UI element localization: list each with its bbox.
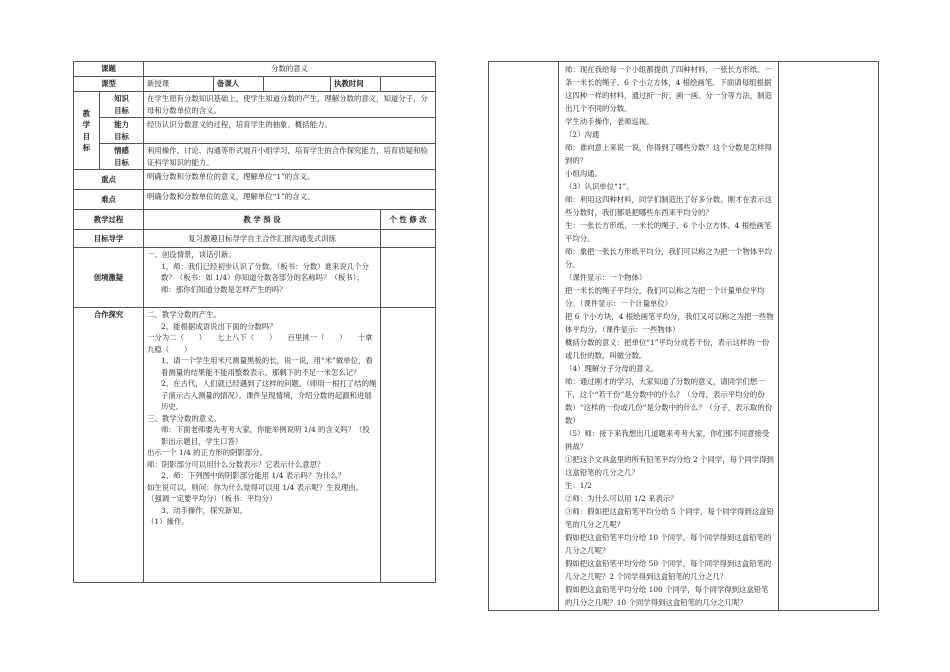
- lesson-plan-table-left: [73, 61, 436, 583]
- guide-text: 复习激趣目标导学自主合作汇报沟通变式训练: [144, 230, 381, 248]
- explore-line: 2、在古代，人们就已经遇到了这样的问题。（师用一根打了结的绳子演示古人测量的情况）。课件呈现情境，介绍分数的起源和进展历史。: [161, 379, 377, 411]
- right-content: [559, 62, 779, 611]
- explore-line: 如生说可以，则问：你为什么觉得可以用 1/4 表示呢？生说理由。: [147, 482, 364, 492]
- explore-line: 2、能根据成语说出下面的分数吗？: [161, 321, 277, 331]
- right-line: ②师：为什么可以用 1/2 来表示？: [565, 494, 678, 503]
- emotion-goal-label-line: 情感: [114, 146, 129, 155]
- goals-char: 标: [82, 143, 91, 152]
- explore-line: 出示一个 1/4 的正方形的阴影部分。: [147, 448, 268, 457]
- lesson-plan-table-right: [488, 61, 879, 611]
- topic-label: 课题: [74, 62, 144, 77]
- right-line: 师：象把一张长方形纸平均分，我们可以称之为把一个物体平均分。: [565, 247, 772, 269]
- right-line: 师：现在我给每一个小组都提供了四种材料，一张长方形纸、一条一米长的绳子、6 个小立方体，4 根绘画笔。下面请每组根据这四种一样的材料，通过折一折、画一画、分一分等方法，制造出几个不同的分数。: [565, 65, 772, 113]
- right-line: （3）认识单位“1”。: [565, 182, 634, 191]
- knowledge-goal-label-line: 目标: [114, 105, 129, 115]
- teaching-time-label: 执教时间: [331, 77, 381, 92]
- process-label: 教学过程: [74, 210, 144, 230]
- explore-line: （1）操作。: [147, 517, 189, 526]
- explore-line: 二、教学分数的产生。: [147, 310, 221, 319]
- right-line: 师：利用这四种材料，同学们制造出了好多分数。刚才在表示这些分数时，我们都是把哪些东西来平均分的？: [565, 195, 772, 217]
- emotion-goal-label-line: 目标: [114, 157, 129, 167]
- right-line: 师：谁向意上来说一说，你得到了哪些分数？这个分数是怎样得到的？: [565, 143, 772, 165]
- difficulty-label: 难点: [74, 190, 144, 210]
- guide-label: 目标导学: [74, 230, 144, 248]
- explore-line: 2、师：下列图中的阴影部分能用 1/4 表示吗？为什么？: [161, 471, 345, 480]
- lesson-type-label: 课型: [74, 77, 144, 92]
- right-line: 生：一张长方形纸、一米长的绳子、6 个小立方体、4 根绘画笔平均分。: [565, 221, 772, 243]
- difficulty-text: 明确分数和分数单位的意义，理解单位“1”的含义。: [144, 190, 436, 210]
- teaching-time-value: [381, 77, 436, 92]
- explore-line: 3、动手操作，探究新知。: [161, 505, 248, 515]
- explore-label: 合作探究: [74, 308, 144, 583]
- goals-char: 学: [82, 120, 91, 129]
- ability-goal-text: 经历认识分数意义的过程，培育学生的抽象、概括能力。: [144, 118, 436, 144]
- scenario-content: [144, 248, 381, 308]
- ability-goal-label-line: 目标: [114, 131, 129, 141]
- knowledge-goal-text: 在学生原有分数知识基础上，使学生知道分数的产生，理解分数的意义，知道分子，分母和分数单位的含义。: [144, 92, 436, 118]
- knowledge-goal-label: [100, 92, 144, 118]
- scenario-line: 1、师：我们已经初步认识了分数。（板书：分数）谁来说几个分数？（板书：如 1/4）你知道分数各部分的名称吗？（板书）；师：那你们知道分数是怎样产生的吗？: [161, 261, 369, 294]
- knowledge-goal-label-line: 知识: [114, 94, 129, 103]
- right-line: ①把这个文具盒里的所有铅笔平均分给 2 个同学，每个同学得到这盒铅笔的几分之几？: [565, 455, 774, 477]
- scenario-personal-cell: [381, 248, 436, 308]
- explore-line: 师：阴影部分可以用什么分数表示？它表示什么意思？: [147, 459, 325, 469]
- right-line: 把一米长的绳子平均分，我们可以称之为把一个计量单位平均分。（课件显示：一个计量单位）: [565, 286, 765, 308]
- scenario-label: 创境激疑: [74, 248, 144, 308]
- right-personal-cell: [779, 62, 879, 611]
- explore-line: 一分为二（ ） 七上八下（ ） 百里挑一（ ） 十拿九稳（ ）: [147, 333, 373, 354]
- right-line: ③师：假如把这盒铅笔平均分给 5 个同学，每个同学得到这盒铅笔的几分之几呢？: [565, 507, 774, 529]
- key-point-label: 重点: [74, 170, 144, 190]
- right-label-column: [489, 62, 559, 611]
- right-line: （4）理解分子分母的意义。: [565, 364, 659, 373]
- goals-group-label: [74, 92, 100, 170]
- right-line: 师：通过刚才的学习，大家知道了分数的意义，请同学们想一下，这个“若干份”是分数中的什么？（分母，表示平均分的份数）“这样的一份或几份”是分数中的什么？（分子，表示取的份数）: [565, 377, 773, 425]
- explore-line: （强调一定要平均分）（板书：平均分）: [147, 494, 277, 503]
- explore-line: 1、请一个学生用米尺测量黑板的长，说一说，用“米”做单位，看看测量的结果能不能用整数表示。那剩下的不足一米怎么记？: [161, 356, 373, 377]
- teaching-plan-heading: 教 学 预 设: [144, 210, 381, 230]
- emotion-goal-text: 利用操作、讨论、沟通等形式展开小组学习，培育学生的合作探究能力，培育质疑和验证科学知识的能力。: [144, 144, 436, 170]
- key-point-text: 明确分数和分数单位的意义，理解单位“1”的含义。: [144, 170, 436, 190]
- right-line: 概括分数的意义：把单位“1”平均分成若干份，表示这样的一份或几份的数，叫做分数。: [565, 338, 770, 360]
- preparer-label: 备课人: [214, 77, 264, 92]
- right-line: 把 6 个小方块，4 根绘画笔平均分，我们又可以称之为把一些物体平均分。（课件显示：一些物体）: [565, 312, 774, 334]
- right-line: （课件显示：一个物体）: [565, 273, 647, 282]
- goals-char: 教: [82, 108, 91, 118]
- explore-line: 三、教学分数的意义。: [147, 413, 221, 423]
- guide-personal-cell: [381, 230, 436, 248]
- goals-char: 目: [82, 131, 91, 141]
- scenario-line: 一、创设情景，谈话引新。: [147, 250, 236, 259]
- right-line: 假如把这盒铅笔平均分给 10 个同学，每个同学得到这盒铅笔的几分之几呢？: [565, 533, 772, 555]
- lesson-type-value: 新授课: [144, 77, 214, 92]
- ability-goal-label: [100, 118, 144, 144]
- right-line: （5）师：接下来我想出几道题来考考大家，你们那不同意接受挑战？: [565, 429, 770, 451]
- right-line: 学生动手操作，老师巡视。: [565, 117, 654, 126]
- topic-value: 分数的意义: [144, 62, 436, 77]
- right-line: 小组沟通。: [565, 169, 602, 178]
- explore-personal-cell: [381, 308, 436, 583]
- explore-content: [144, 308, 381, 583]
- preparer-value: [264, 77, 331, 92]
- ability-goal-label-line: 能力: [114, 120, 129, 129]
- right-line: 假如把这盒铅笔平均分给 50 个同学，每个同学得到这盒铅笔的几分之几呢？2 个同学得到这盒铅笔的几分之几？: [565, 559, 772, 581]
- right-line: 生：1/2: [565, 481, 592, 490]
- right-line: （2）沟通: [565, 130, 600, 139]
- explore-line: 师：下面老师要先考考大家，你能举例说明 1/4 的含义吗？（投影出示题目，学生口答）: [161, 425, 370, 446]
- personal-revision-heading: 个 性 修 改: [381, 210, 436, 230]
- right-line: 假如把这盒铅笔平均分给 100 个同学，每个同学得到这盒铅笔的几分之几呢？10 个同学得到这盒铅笔的几分之几呢？: [565, 585, 769, 607]
- emotion-goal-label: [100, 144, 144, 170]
